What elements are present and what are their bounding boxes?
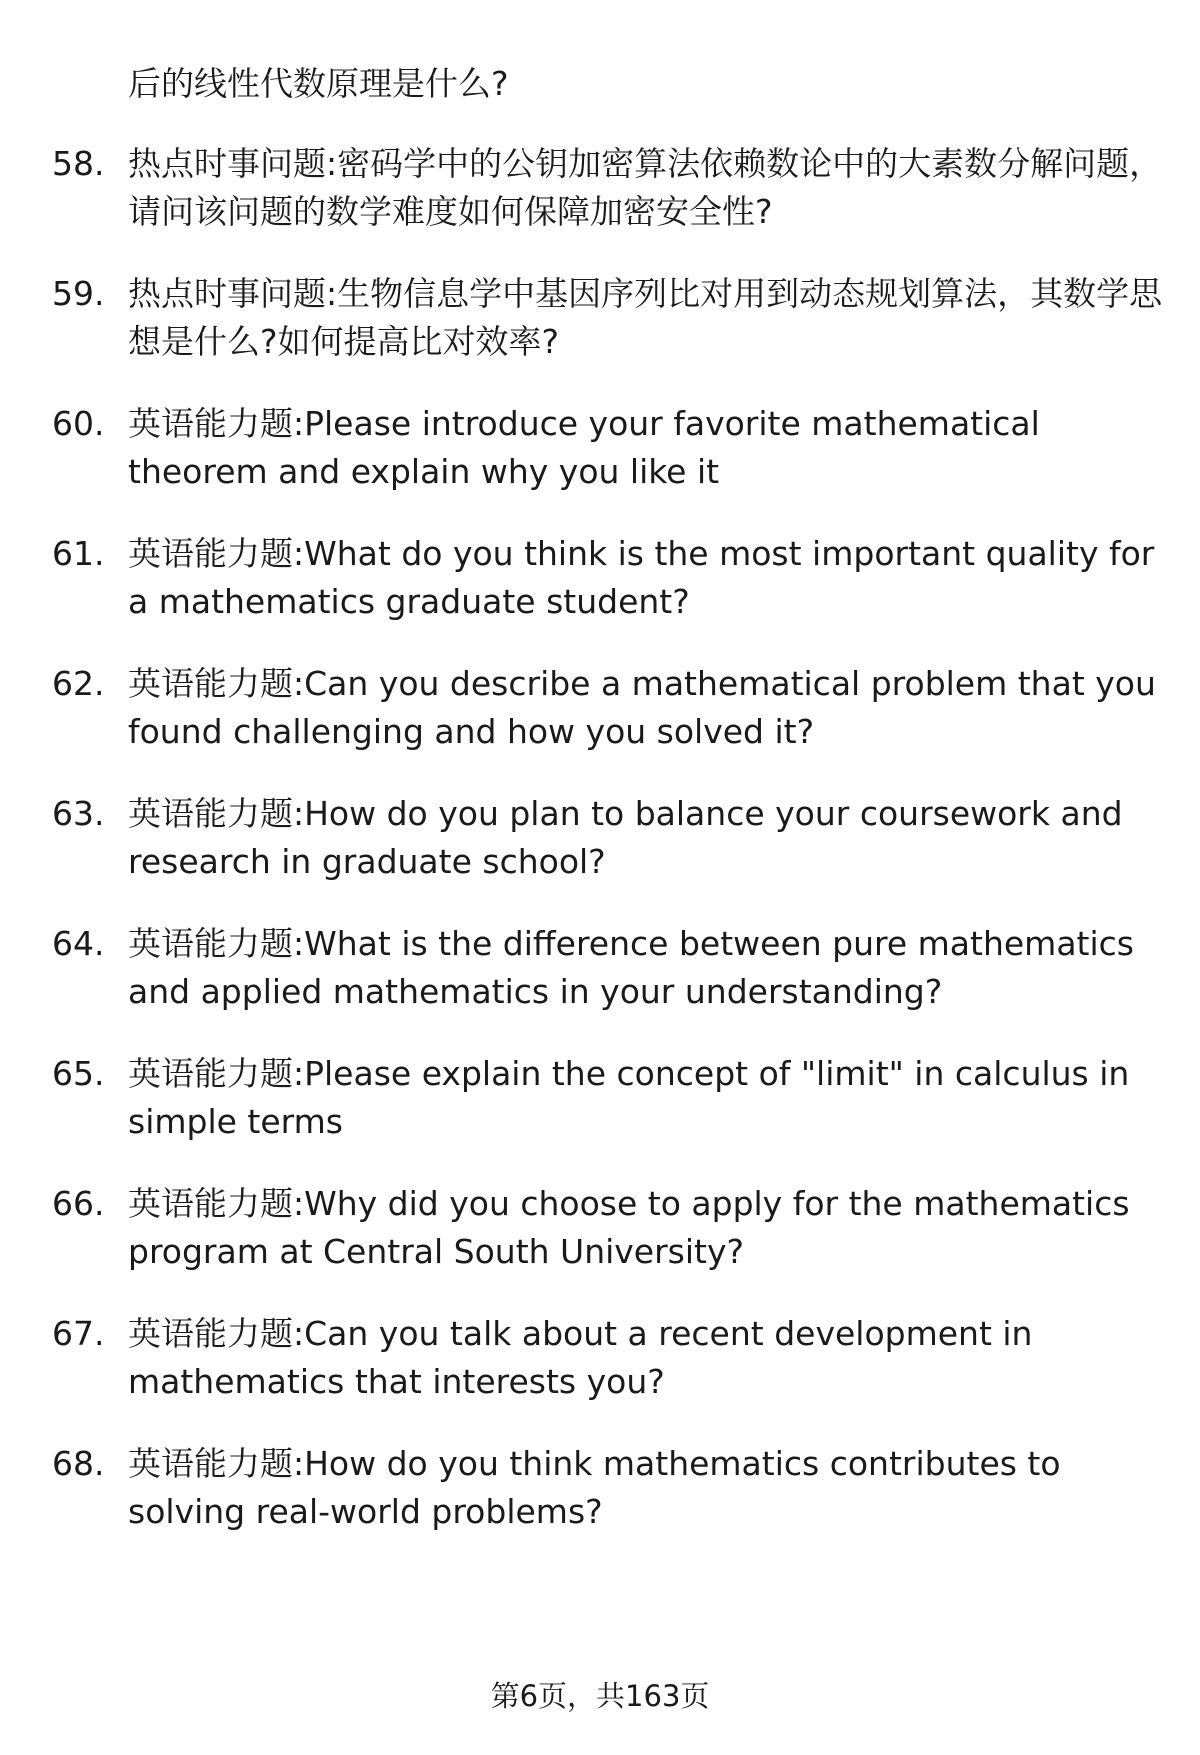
- question-number: 68.: [52, 1444, 105, 1483]
- question-item: [0, 1050, 1168, 1146]
- page-footer: 第6页，共163页: [490, 1679, 710, 1713]
- question-text: 英语能力题:How do you think mathematics contributes to solving real-world problems?: [128, 1444, 1061, 1531]
- question-text: 英语能力题:Why did you choose to apply for the mathematics program at Central South University?: [128, 1184, 1130, 1271]
- question-number: 61.: [52, 534, 105, 573]
- question-item: [0, 140, 1168, 236]
- question-number: 67.: [52, 1314, 105, 1353]
- question-number: 60.: [52, 404, 105, 443]
- question-text: 英语能力题:Can you describe a mathematical problem that you found challenging and how you solved it?: [128, 664, 1156, 751]
- question-number: 64.: [52, 924, 105, 963]
- question-number: 65.: [52, 1054, 105, 1093]
- question-item: [0, 530, 1168, 626]
- question-text: 热点时事问题:密码学中的公钥加密算法依赖数论中的大素数分解问题，请问该问题的数学难度如何保障加密安全性?: [128, 144, 1163, 231]
- question-item: [0, 920, 1168, 1016]
- question-item: [0, 270, 1168, 366]
- question-number: 58.: [52, 144, 105, 183]
- question-text: 英语能力题:Please introduce your favorite mathematical theorem and explain why you like it: [128, 404, 1040, 491]
- question-number: 62.: [52, 664, 105, 703]
- question-item: [0, 1310, 1168, 1406]
- question-item: [0, 790, 1168, 886]
- question-text: 英语能力题:How do you plan to balance your coursework and research in graduate school?: [128, 794, 1123, 881]
- question-text: 英语能力题:What do you think is the most important quality for a mathematics graduate student?: [128, 534, 1155, 621]
- question-text: 英语能力题:What is the difference between pure mathematics and applied mathematics in your understanding?: [128, 924, 1134, 1011]
- question-item: [0, 1440, 1168, 1536]
- question-number: 63.: [52, 794, 105, 833]
- question-item: [0, 400, 1168, 496]
- question-text: 英语能力题:Please explain the concept of "limit" in calculus in simple terms: [128, 1054, 1130, 1141]
- question-text: 英语能力题:Can you talk about a recent development in mathematics that interests you?: [128, 1314, 1033, 1401]
- question-item: [0, 660, 1168, 756]
- question-number: 59.: [52, 274, 105, 313]
- question-number: 66.: [52, 1184, 105, 1223]
- question-list: [0, 140, 1200, 1570]
- continued-question-text: 后的线性代数原理是什么?: [128, 64, 509, 103]
- question-item: [0, 1180, 1168, 1276]
- question-text: 热点时事问题:生物信息学中基因序列比对用到动态规划算法，其数学思想是什么?如何提高比对效率?: [128, 274, 1163, 361]
